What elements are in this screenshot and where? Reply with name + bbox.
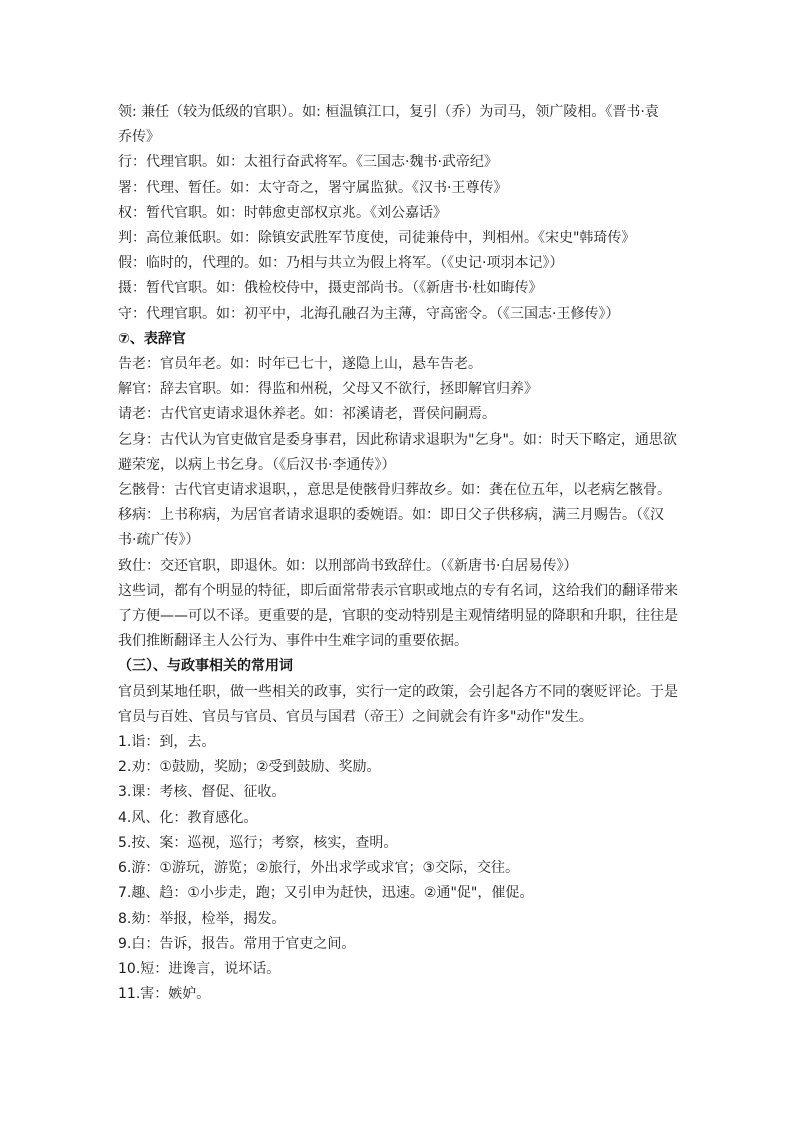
list-item: 3.课：考核、督促、征收。 [118,784,286,801]
text-line: 行：代理官职。如：太祖行奋武将军。《三国志·魏书·武帝纪》 [118,154,498,171]
text-line: 署：代理、暂任。如：太守奇之，署守属监狱。《汉书·王尊传》 [118,179,508,196]
list-item: 9.白：告诉，报告。常用于官吏之间。 [118,935,356,952]
text-line: 乞身：古代认为官吏做官是委身事君，因此称请求退职为"乞身"。如：时天下略定，通思欲 [118,431,677,448]
paragraph-line: 官员与百姓、官员与官员、官员与国君（帝王）之间就会有许多"动作"发生。 [118,708,593,725]
text-line: 乞骸骨：古代官吏请求退职，，意思是使骸骨归葬故乡。如：龚在位五年，以老病乞骸骨。 [118,482,671,499]
text-line: 乔传》 [118,129,160,146]
list-item: 4.风、化：教育感化。 [118,809,258,826]
paragraph-line: 了方便——可以不译。更重要的是，官职的变动特别是主观情绪明显的降职和升职，往往是 [118,608,678,625]
list-item: 8.劾：举报，检举，揭发。 [118,910,286,927]
list-item: 11.害：嫉妒。 [118,986,211,1003]
list-item: 5.按、案：巡视，巡行；考察，核实，查明。 [118,834,398,851]
text-line: 权：暂代官职。如：时韩愈吏部权京兆。《刘公嘉话》 [118,204,447,221]
text-line: 摄：暂代官职。如：俄检校侍中，摄吏部尚书。（《新唐书·杜如晦传》 [118,280,543,297]
text-line: 致仕：交还官职，即退休。如：以刑部尚书致辞仕。（《新唐书·白居易传》） [118,557,578,574]
paragraph-line: 官员到某地任职，做一些相关的政事，实行一定的政策，会引起各方不同的褒贬评论。于是 [118,683,678,700]
list-item: 2.劝：①鼓励，奖励；②受到鼓励、奖励。 [118,759,381,776]
text-line: 请老：古代官吏请求退休养老。如：祁溪请老，晋侯问嗣焉。 [118,406,496,423]
paragraph-line: 这些词，都有个明显的特征，即后面常带表示官职或地点的专有名词，这给我们的翻译带来 [118,582,678,599]
list-item: 7.趣、趋：①小步走，跑；又引申为赶快，迅速。②通"促"，催促。 [118,885,534,902]
text-line: 守：代理官职。如：初平中，北海孔融召为主薄，守高密令。（《三国志·王修传》） [118,305,620,322]
text-line: 告老：官员年老。如：时年已七十，遂隐上山，悬车告老。 [118,356,482,373]
list-item: 10.短：进谗言，说坏话。 [118,960,281,977]
text-line: 判：高位兼低职。如：除镇安武胜军节度使，司徒兼侍中，判相州。《宋史"韩琦传》 [118,230,636,247]
text-line: 书·疏广传》） [118,532,200,549]
text-line: 领: 兼任（较为低级的官职）。如: 桓温镇江口，复引（乔）为司马，领广陵相。《晋书·袁 [118,104,659,120]
section-heading: ⑦、表辞官 [118,330,186,347]
text-line: 避荣宠，以病上书乞身。（《后汉书·李通传》） [118,456,396,473]
text-line: 移病：上书称病，为居官者请求退职的委婉语。如：即日父子供移病，满三月赐告。（《汉 [118,507,664,524]
paragraph-line: 我们推断翻译主人公行为、事件中生难字词的重要依据。 [118,633,468,650]
section-heading: （三）、与政事相关的常用词 [118,658,293,675]
text-line: 假：临时的，代理的。如：乃相与共立为假上将军。（《史记·项羽本记》） [118,255,564,272]
text-line: 解官：辞去官职。如：得监和州税，父母又不欲行，拯即解官归养》 [118,381,538,398]
list-item: 6.游：①游玩，游览；②旅行，外出求学或求官；③交际，交往。 [118,860,520,877]
list-item: 1.诣：到，去。 [118,734,216,751]
document-body [118,100,678,1007]
